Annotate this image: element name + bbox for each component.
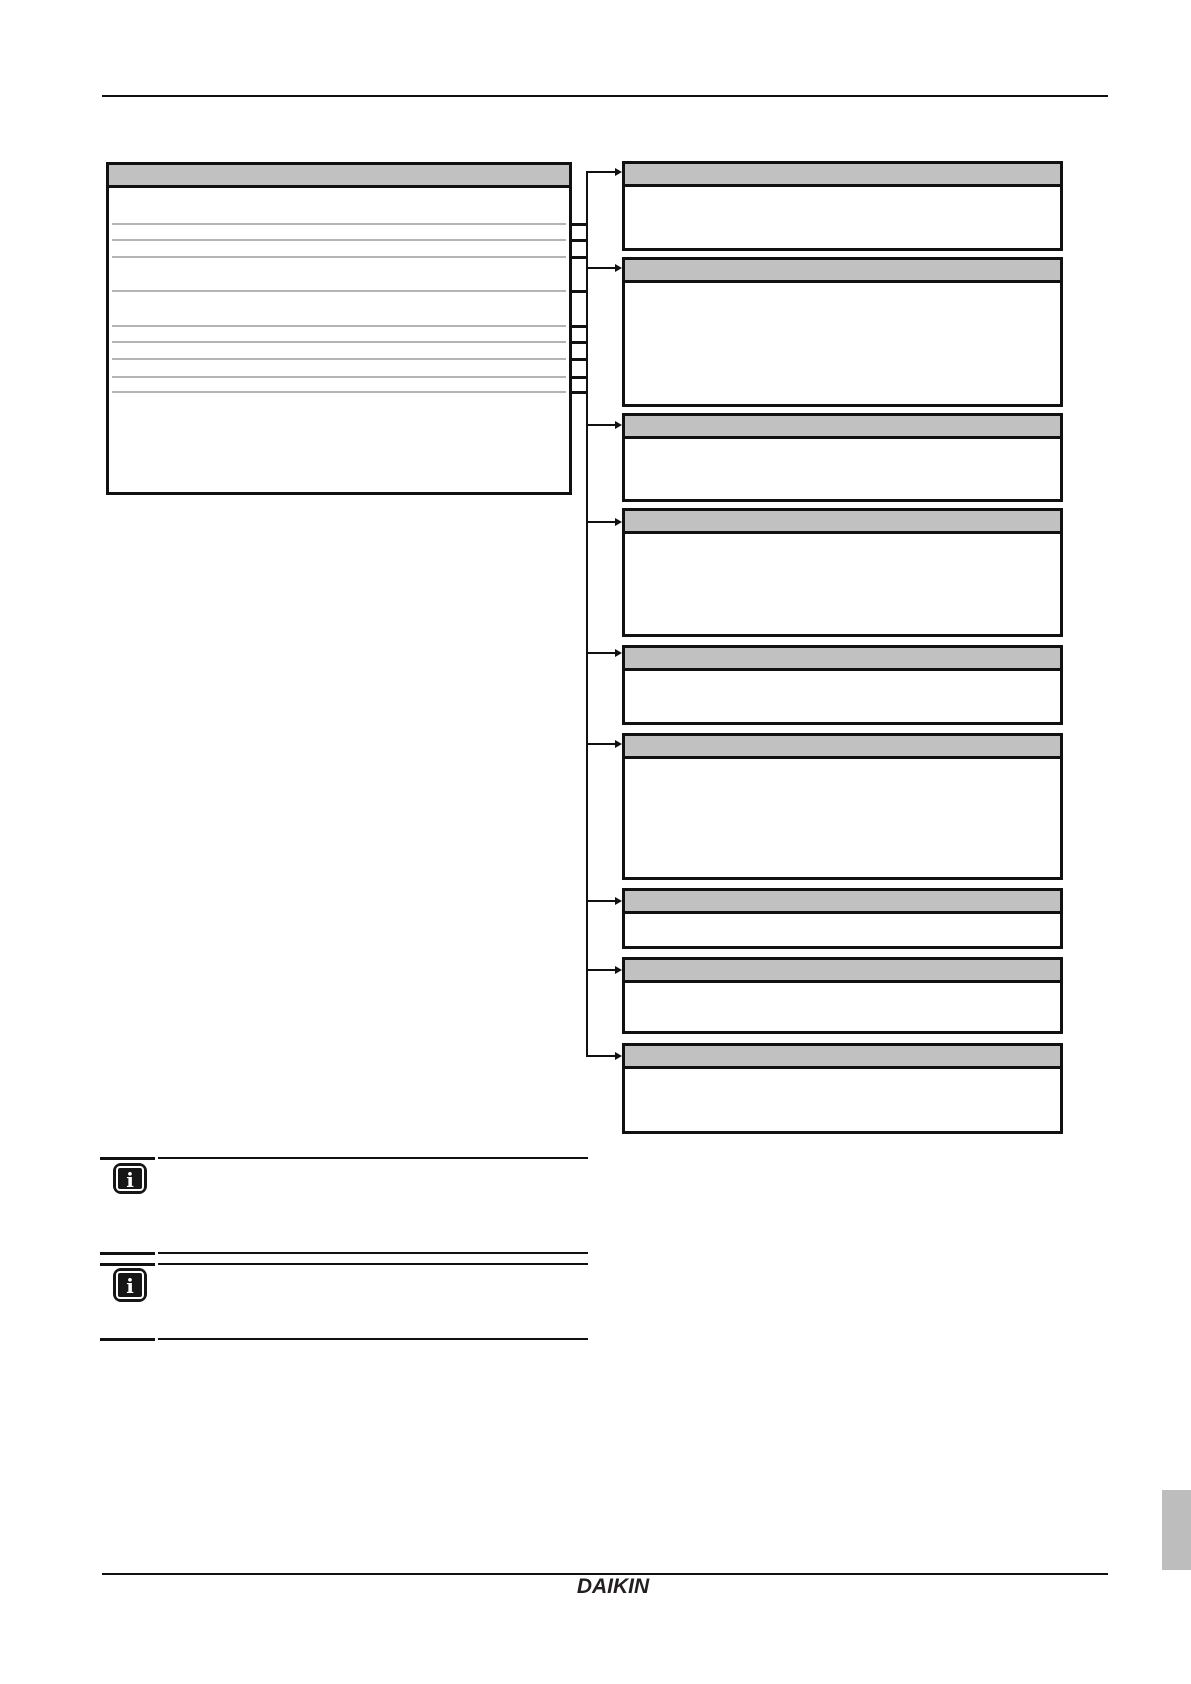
- detail-box-header: [625, 648, 1060, 671]
- menu-row-divider: [112, 358, 566, 360]
- detail-box: [622, 957, 1063, 1034]
- connector-vertical-line: [586, 171, 588, 1057]
- connector-arrowhead-icon: [615, 740, 622, 748]
- page-side-tab: [1162, 1490, 1191, 1570]
- detail-box: [622, 508, 1063, 637]
- menu-row-divider: [112, 325, 566, 327]
- callout-bottom-rule-left: [100, 1252, 155, 1255]
- connector-arrowhead-icon: [615, 966, 622, 974]
- callout-bottom-rule-right: [158, 1252, 588, 1254]
- callout-top-rule-left: [100, 1263, 155, 1266]
- main-menu-box: [106, 162, 572, 495]
- menu-row-divider: [112, 256, 566, 258]
- menu-row-divider: [112, 341, 566, 343]
- detail-box-header: [625, 164, 1060, 187]
- detail-box: [622, 888, 1063, 949]
- connector-arrowhead-icon: [615, 897, 622, 905]
- connector-arrowhead-icon: [615, 1052, 622, 1060]
- connector-arrowhead-icon: [615, 649, 622, 657]
- callout-top-rule-left: [100, 1157, 155, 1160]
- menu-row-divider: [112, 223, 566, 225]
- detail-box-header: [625, 960, 1060, 983]
- callout-top-rule-right: [158, 1263, 588, 1265]
- detail-box: [622, 645, 1063, 725]
- connector-branch: [588, 900, 616, 902]
- connector-branch: [588, 171, 616, 173]
- info-icon: [113, 1163, 147, 1194]
- connector-arrowhead-icon: [615, 518, 622, 526]
- connector-arrowhead-icon: [615, 421, 622, 429]
- menu-row-divider: [112, 391, 566, 393]
- detail-box: [622, 733, 1063, 880]
- info-icon: [113, 1268, 147, 1302]
- info-icon-glyph: i: [126, 1274, 134, 1298]
- detail-box-header: [625, 260, 1060, 283]
- detail-box-header: [625, 736, 1060, 759]
- menu-row-divider: [112, 239, 566, 241]
- daikin-logo: [572, 1576, 654, 1598]
- detail-box-header: [625, 416, 1060, 439]
- main-menu-box-header: [109, 165, 569, 188]
- callout-bottom-rule-right: [158, 1338, 588, 1340]
- footer-rule: [102, 1573, 1108, 1575]
- connector-arrowhead-icon: [615, 168, 622, 176]
- detail-box: [622, 1043, 1063, 1134]
- connector-branch: [588, 969, 616, 971]
- callout-bottom-rule-left: [100, 1338, 155, 1341]
- connector-arrowhead-icon: [615, 264, 622, 272]
- daikin-logo-text: DAIKIN: [576, 1576, 650, 1598]
- connector-branch: [588, 743, 616, 745]
- detail-box: [622, 413, 1063, 502]
- connector-branch: [588, 424, 616, 426]
- detail-box-header: [625, 1046, 1060, 1069]
- connector-branch: [588, 1055, 616, 1057]
- detail-box-header: [625, 511, 1060, 534]
- callout-top-rule-right: [158, 1157, 588, 1159]
- detail-box-header: [625, 891, 1060, 914]
- page-top-rule: [102, 95, 1108, 97]
- detail-box: [622, 161, 1063, 251]
- menu-row-divider: [112, 290, 566, 292]
- info-icon-glyph: i: [126, 1167, 134, 1192]
- menu-row-divider: [112, 376, 566, 378]
- connector-branch: [588, 267, 616, 269]
- detail-box: [622, 257, 1063, 407]
- connector-branch: [588, 521, 616, 523]
- connector-branch: [588, 652, 616, 654]
